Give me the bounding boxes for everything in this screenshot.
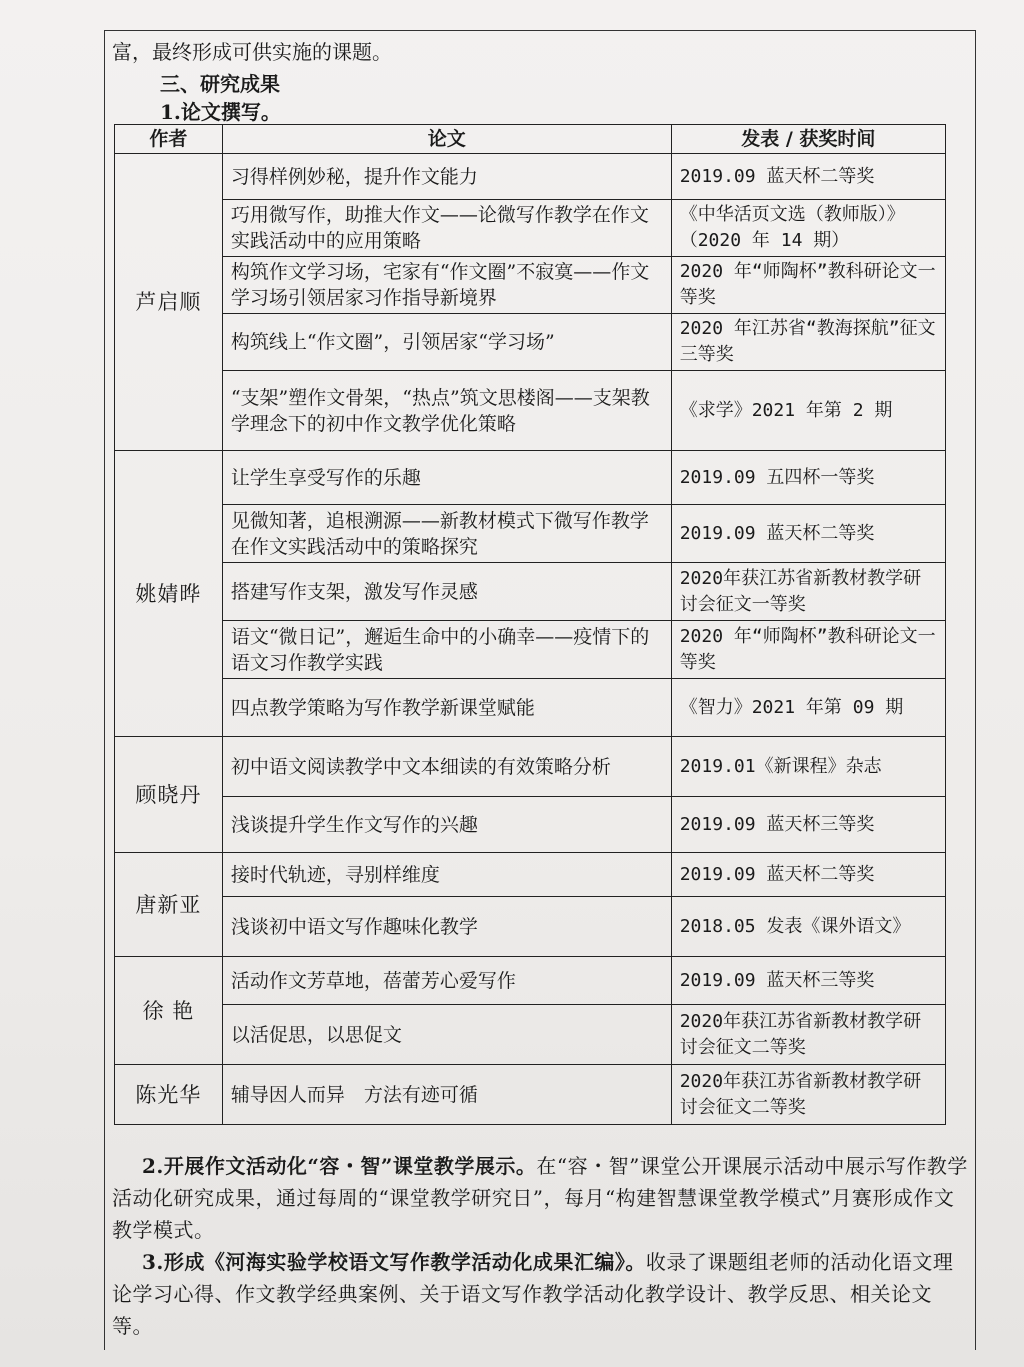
paper-cell: 四点教学策略为写作教学新课堂赋能 [222,679,671,737]
paper-cell: 初中语文阅读教学中文本细读的有效策略分析 [222,737,671,797]
header-award: 发表 / 获奖时间 [671,125,945,154]
author-cell: 顾晓丹 [115,737,223,853]
paper-cell: 接时代轨迹，寻别样维度 [222,853,671,897]
paper-cell: 构筑线上“作文圈”，引领居家“学习场” [222,314,671,371]
paragraph-3 [112,1246,970,1342]
header-author: 作者 [115,125,223,154]
award-cell: 2019.09 蓝天杯二等奖 [671,853,945,897]
subsection-heading: 1.论文撰写。 [160,100,281,124]
table-row [115,679,946,737]
award-cell: 《求学》2021 年第 2 期 [671,371,945,451]
table-row [115,200,946,257]
author-cell: 芦启顺 [115,154,223,451]
paper-cell: 浅谈提升学生作文写作的兴趣 [222,797,671,853]
award-cell: 2020 年江苏省“教海探航”征文三等奖 [671,314,945,371]
award-cell: 《智力》2021 年第 09 期 [671,679,945,737]
table-row [115,957,946,1005]
award-cell: 2020 年“师陶杯”教科研论文一等奖 [671,621,945,679]
intro-line: 富，最终形成可供实施的课题。 [112,40,392,64]
award-cell: 2018.05 发表《课外语文》 [671,897,945,957]
award-cell: 2020年获江苏省新教材教学研讨会征文二等奖 [671,1065,945,1125]
paper-cell: 让学生享受写作的乐趣 [222,451,671,505]
paper-cell: 习得样例妙秘，提升作文能力 [222,154,671,200]
section-heading: 三、研究成果 [160,72,280,96]
table-row [115,797,946,853]
table-row [115,505,946,563]
paragraph-2-text: 在“容・智”课堂公开课展示活动中展示写作教学活动化研究成果，通过每周的“课堂教学研究日”，每月“构建智慧课堂教学模式”月赛形成作文教学模式。 [112,1154,968,1242]
award-cell: 2020 年“师陶杯”教科研论文一等奖 [671,257,945,314]
table-row [115,563,946,621]
table-row [115,154,946,200]
award-cell: 2020年获江苏省新教材教学研讨会征文一等奖 [671,563,945,621]
paragraph-2 [112,1150,970,1246]
paper-cell: 辅导因人而异 方法有迹可循 [222,1065,671,1125]
paper-cell: “支架”塑作文骨架，“热点”筑文思楼阁——支架教学理念下的初中作文教学优化策略 [222,371,671,451]
table-row [115,737,946,797]
paper-cell: 构筑作文学习场，宅家有“作文圈”不寂寞——作文学习场引领居家习作指导新境界 [222,257,671,314]
table-header-row [115,125,946,154]
author-cell: 姚婧晔 [115,451,223,737]
paper-cell: 以活促思，以思促文 [222,1005,671,1065]
paper-cell: 浅谈初中语文写作趣味化教学 [222,897,671,957]
award-cell: 2019.09 蓝天杯三等奖 [671,957,945,1005]
table-row [115,897,946,957]
paper-cell: 见微知著，追根溯源——新教材模式下微写作教学在作文实践活动中的策略探究 [222,505,671,563]
award-cell: 《中华活页文选（教师版）》（2020 年 14 期） [671,200,945,257]
award-cell: 2019.09 蓝天杯二等奖 [671,154,945,200]
table-row [115,451,946,505]
table-row [115,314,946,371]
award-cell: 2019.01《新课程》杂志 [671,737,945,797]
author-cell: 徐 艳 [115,957,223,1065]
table-row [115,1005,946,1065]
header-paper: 论文 [222,125,671,154]
table-row [115,1065,946,1125]
award-cell: 2019.09 蓝天杯三等奖 [671,797,945,853]
author-cell: 唐新亚 [115,853,223,957]
table-row [115,621,946,679]
table-row [115,853,946,897]
paragraph-2-lead: 2.开展作文活动化“容・智”课堂教学展示。 [142,1154,537,1178]
award-cell: 2019.09 蓝天杯二等奖 [671,505,945,563]
award-cell: 2020年获江苏省新教材教学研讨会征文二等奖 [671,1005,945,1065]
award-cell: 2019.09 五四杯一等奖 [671,451,945,505]
paper-cell: 搭建写作支架，激发写作灵感 [222,563,671,621]
awards-table [114,124,946,1125]
table-row [115,257,946,314]
paragraph-3-text: 收录了课题组老师的活动化语文理论学习心得、作文教学经典案例、关于语文写作教学活动化教学设计、教学反思、相关论文等。 [112,1250,954,1338]
paper-cell: 活动作文芳草地，蓓蕾芳心爱写作 [222,957,671,1005]
table-row [115,371,946,451]
author-cell: 陈光华 [115,1065,223,1125]
paragraph-3-lead: 3.形成《河海实验学校语文写作教学活动化成果汇编》。 [142,1250,646,1274]
paper-cell: 语文“微日记”，邂逅生命中的小确幸——疫情下的语文习作教学实践 [222,621,671,679]
paper-cell: 巧用微写作，助推大作文——论微写作教学在作文实践活动中的应用策略 [222,200,671,257]
